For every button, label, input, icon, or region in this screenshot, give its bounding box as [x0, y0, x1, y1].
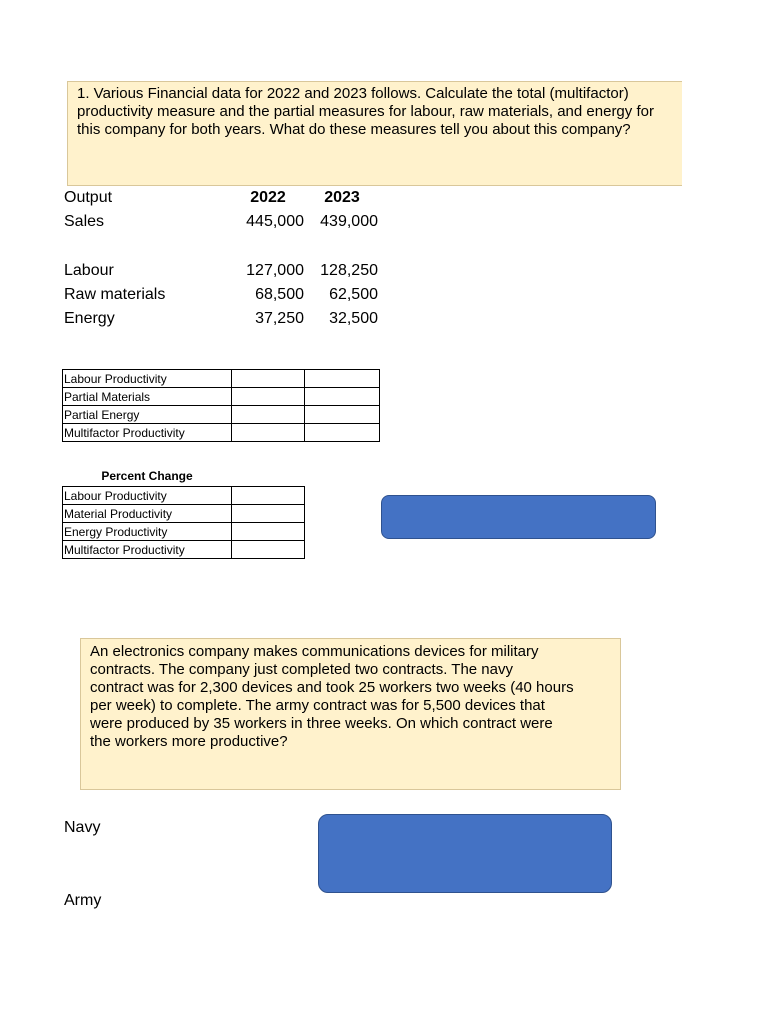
productivity-row-label: Labour Productivity — [63, 370, 232, 388]
answer-cell[interactable] — [305, 424, 380, 442]
percent-change-row-label: Multifactor Productivity — [63, 541, 232, 559]
labour-label: Labour — [64, 262, 114, 279]
question-2-line: An electronics company makes communications devices for military — [90, 643, 539, 660]
answer-cell[interactable] — [305, 406, 380, 424]
table-row — [63, 523, 305, 541]
productivity-row-label: Multifactor Productivity — [63, 424, 232, 442]
question-2-line: the workers more productive? — [90, 733, 288, 750]
answer-shape-1[interactable] — [381, 495, 656, 539]
army-label: Army — [64, 892, 102, 909]
year-2022-header: 2022 — [250, 189, 286, 206]
question-1-textbox — [67, 81, 682, 186]
energy-2023-value: 32,500 — [329, 310, 378, 327]
question-1-line: 1. Various Financial data for 2022 and 2023 follows. Calculate the total (multifactor) — [77, 85, 629, 102]
year-2023-header: 2023 — [324, 189, 360, 206]
answer-cell[interactable] — [232, 523, 305, 541]
table-row — [63, 505, 305, 523]
answer-cell[interactable] — [232, 406, 305, 424]
navy-label: Navy — [64, 819, 101, 836]
sales-2023-value: 439,000 — [320, 213, 378, 230]
percent-change-table — [62, 486, 305, 559]
question-2-textbox — [80, 638, 621, 790]
energy-label: Energy — [64, 310, 115, 327]
table-row — [63, 406, 380, 424]
answer-cell[interactable] — [232, 388, 305, 406]
table-row — [63, 541, 305, 559]
labour-2022-value: 127,000 — [246, 262, 304, 279]
percent-change-title: Percent Change — [101, 469, 193, 483]
table-row — [63, 388, 380, 406]
answer-cell[interactable] — [305, 388, 380, 406]
energy-2022-value: 37,250 — [255, 310, 304, 327]
answer-cell[interactable] — [232, 505, 305, 523]
question-2-line: per week) to complete. The army contract was for 5,500 devices that — [90, 697, 545, 714]
productivity-table — [62, 369, 380, 442]
question-2-line: were produced by 35 workers in three weeks. On which contract were — [90, 715, 553, 732]
question-2-line: contracts. The company just completed two contracts. The navy — [90, 661, 513, 678]
table-row — [63, 370, 380, 388]
answer-cell[interactable] — [232, 370, 305, 388]
output-label: Output — [64, 189, 113, 206]
table-row — [63, 487, 305, 505]
answer-cell[interactable] — [305, 370, 380, 388]
question-1-line: this company for both years. What do these measures tell you about this company? — [77, 121, 631, 138]
labour-2023-value: 128,250 — [320, 262, 378, 279]
percent-change-row-label: Labour Productivity — [63, 487, 232, 505]
question-1-line: productivity measure and the partial measures for labour, raw materials, and energy for — [77, 103, 654, 120]
productivity-row-label: Partial Materials — [63, 388, 232, 406]
table-row — [63, 424, 380, 442]
productivity-row-label: Partial Energy — [63, 406, 232, 424]
answer-cell[interactable] — [232, 424, 305, 442]
question-2-line: contract was for 2,300 devices and took 25 workers two weeks (40 hours — [90, 679, 574, 696]
raw-materials-2022-value: 68,500 — [255, 286, 304, 303]
percent-change-row-label: Material Productivity — [63, 505, 232, 523]
sales-label: Sales — [64, 213, 105, 230]
answer-shape-2[interactable] — [318, 814, 612, 893]
sales-2022-value: 445,000 — [246, 213, 304, 230]
answer-cell[interactable] — [232, 541, 305, 559]
answer-cell[interactable] — [232, 487, 305, 505]
raw-materials-2023-value: 62,500 — [329, 286, 378, 303]
raw-materials-label: Raw materials — [64, 286, 166, 303]
percent-change-row-label: Energy Productivity — [63, 523, 232, 541]
